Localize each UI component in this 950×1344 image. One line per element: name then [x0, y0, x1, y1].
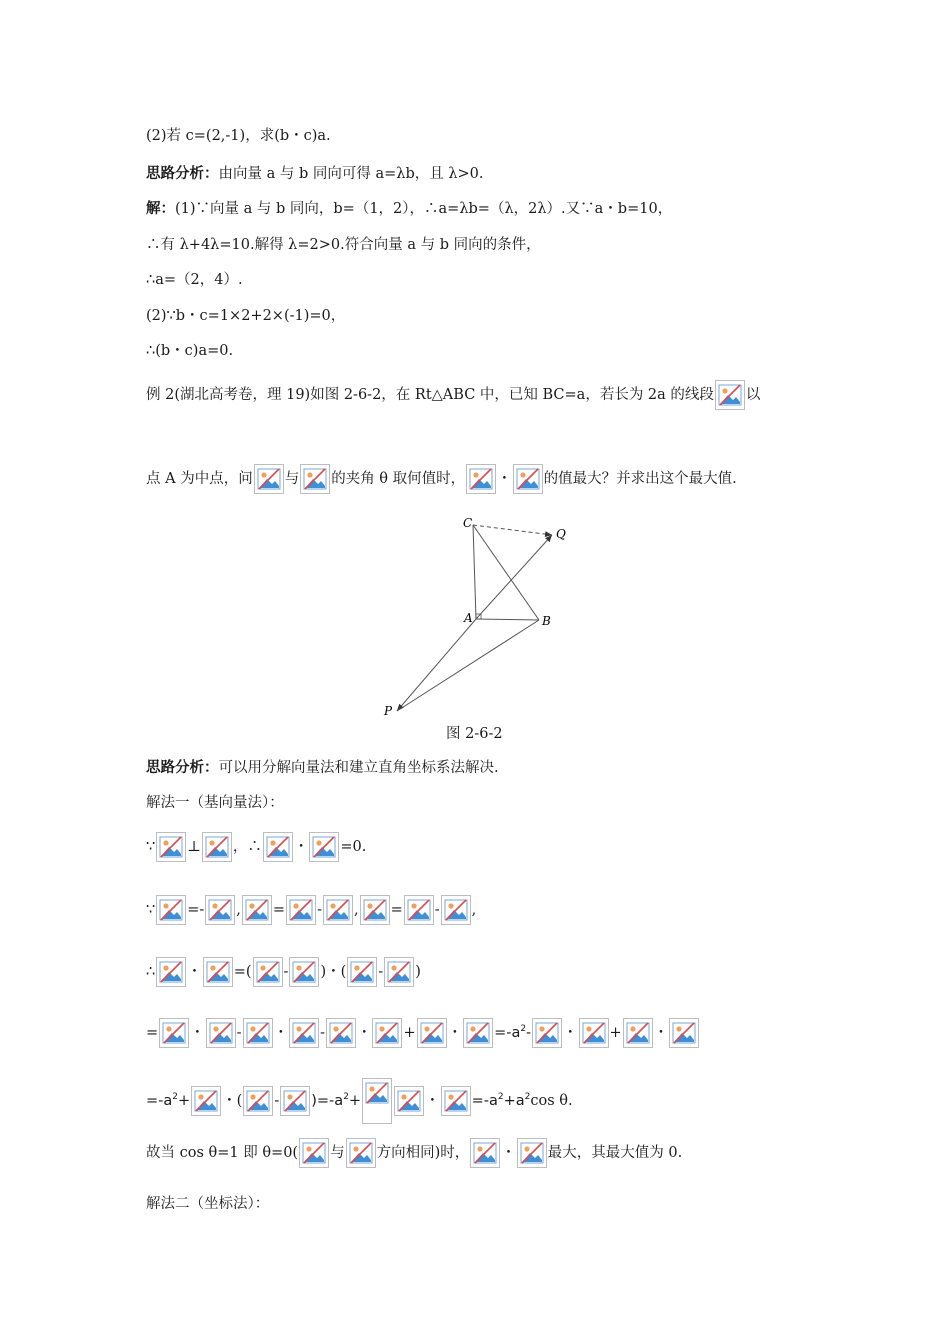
broken-image-icon: [156, 895, 186, 925]
text: ∴: [146, 964, 156, 980]
line-12: [146, 832, 366, 862]
line-13: [146, 895, 476, 925]
line-3: [146, 199, 672, 219]
text: 以: [745, 387, 761, 403]
text: 由向量 a 与 b 同向可得 a=λb，且 λ>0.: [218, 166, 484, 182]
line-18: [146, 1194, 269, 1214]
text: ∴(b・c)a=0.: [146, 343, 234, 359]
vector-CQ: [473, 525, 552, 535]
broken-image-icon: [360, 895, 390, 925]
broken-image-icon: [300, 464, 330, 494]
broken-image-icon: [289, 957, 319, 987]
broken-image-icon: [513, 464, 543, 494]
broken-image-icon: [159, 1018, 189, 1048]
line-8: [146, 380, 760, 410]
text: =-a: [146, 1093, 173, 1109]
text: +: [178, 1093, 191, 1109]
text: ∵: [146, 902, 156, 918]
text: ・: [190, 1025, 205, 1041]
text: ・: [187, 964, 202, 980]
text: -: [526, 1025, 532, 1041]
superscript: 2: [172, 1092, 179, 1103]
text: ・: [447, 1025, 463, 1041]
text: +a: [503, 1093, 525, 1109]
text: =: [390, 902, 403, 918]
text: 例 2(湖北高考卷，理 19)如图 2-6-2，在 Rt△ABC 中，已知 BC=a，若长为 2a 的线段: [146, 387, 714, 403]
broken-image-icon: [384, 957, 414, 987]
text: 方向相同)时，: [376, 1145, 470, 1161]
text: -: [320, 1025, 325, 1041]
broken-image-icon: [669, 1018, 699, 1048]
text: cos θ.: [530, 1093, 573, 1109]
text: -: [434, 902, 440, 918]
label-solution: 解：: [146, 201, 175, 217]
label-P: P: [384, 704, 393, 718]
segment-AB: [476, 619, 539, 620]
broken-image-icon: [362, 1078, 392, 1124]
broken-image-icon: [156, 957, 186, 987]
vector-AP: [397, 619, 476, 711]
line-7: [146, 341, 233, 361]
text: ⊥: [187, 839, 201, 855]
text: ，∴: [232, 839, 262, 855]
text: 解法二（坐标法）：: [146, 1196, 270, 1212]
text: ∴有 λ+4λ=10.解得 λ=2>0.符合向量 a 与 b 同向的条件，: [146, 237, 541, 253]
broken-image-icon: [404, 895, 434, 925]
text: ・: [497, 471, 512, 487]
broken-image-icon: [263, 832, 293, 862]
broken-image-icon: [326, 1018, 356, 1048]
line-10: [146, 758, 499, 778]
text: (2)∵b・c=1×2+2×(-1)=0，: [146, 308, 346, 324]
text: 解法一（基向量法）：: [146, 795, 284, 811]
broken-image-icon: [715, 380, 745, 410]
broken-image-icon: [280, 1086, 310, 1116]
broken-image-icon: [254, 464, 284, 494]
label-thought-analysis: 思路分析：: [146, 166, 219, 182]
broken-image-icon: [346, 1138, 376, 1168]
text: ,: [236, 902, 241, 918]
text: 最大，其最大值为 0.: [547, 1145, 683, 1161]
broken-image-icon: [323, 895, 353, 925]
broken-image-icon: [243, 1086, 273, 1116]
label-A: A: [464, 611, 473, 625]
line-9: [146, 464, 737, 494]
text: =-: [187, 902, 205, 918]
line-6: [146, 306, 345, 326]
vector-AQ: [476, 535, 552, 619]
text: ・: [425, 1093, 440, 1109]
broken-image-icon: [156, 832, 186, 862]
text: -: [378, 964, 384, 980]
label-Q: Q: [556, 527, 566, 541]
line-5: [146, 270, 243, 290]
line-2: [146, 164, 484, 184]
text: +: [609, 1025, 622, 1041]
text: -: [283, 964, 289, 980]
broken-image-icon: [532, 1018, 562, 1048]
text: +: [348, 1093, 362, 1109]
broken-image-icon: [202, 832, 232, 862]
line-4: [146, 235, 541, 255]
broken-image-icon: [463, 1018, 493, 1048]
text: ・: [653, 1025, 669, 1041]
broken-image-icon: [470, 1138, 500, 1168]
broken-image-icon: [203, 957, 233, 987]
broken-image-icon: [417, 1018, 447, 1048]
broken-image-icon: [347, 957, 377, 987]
broken-image-icon: [441, 895, 471, 925]
broken-image-icon: [286, 895, 316, 925]
text: -: [236, 1025, 242, 1041]
label-B: B: [542, 614, 551, 628]
broken-image-icon: [299, 1138, 329, 1168]
broken-image-icon: [191, 1086, 221, 1116]
line-16: [146, 1078, 573, 1124]
superscript: 2: [343, 1092, 349, 1103]
broken-image-icon: [206, 1018, 236, 1048]
text: )=-a: [311, 1093, 344, 1109]
broken-image-icon: [372, 1018, 402, 1048]
geometry-figure: [370, 510, 580, 718]
line-14: [146, 957, 421, 987]
broken-image-icon: [309, 832, 339, 862]
text: ・: [563, 1025, 578, 1041]
text: 的夹角 θ 取何值时，: [331, 471, 466, 487]
text: (2)若 c=(2,-1)，求(b・c)a.: [146, 128, 331, 144]
broken-image-icon: [253, 957, 283, 987]
text: 可以用分解向量法和建立直角坐标系法解决.: [218, 760, 499, 776]
line-15: [146, 1018, 700, 1048]
text: =-a: [494, 1025, 521, 1041]
text: (1)∵向量 a 与 b 同向，b=（1，2），∴a=λb=（λ，2λ）.又∵a・b=10，: [175, 201, 673, 217]
text: ,: [353, 902, 359, 918]
text: 的值最大？并求出这个最大值.: [543, 471, 737, 487]
text: 与: [284, 471, 300, 487]
broken-image-icon: [441, 1086, 471, 1116]
broken-image-icon: [205, 895, 235, 925]
text: =: [272, 902, 286, 918]
text: ∵: [146, 839, 156, 855]
label-thought-analysis: 思路分析：: [146, 760, 219, 776]
text: ): [415, 964, 421, 980]
text: ∴a=（2，4）.: [146, 272, 243, 288]
figure-caption: 图 2-6-2: [446, 726, 503, 742]
broken-image-icon: [466, 464, 496, 494]
broken-image-icon: [243, 1018, 273, 1048]
segment-CB: [473, 525, 539, 620]
text: 与: [330, 1145, 345, 1161]
label-C: C: [463, 516, 473, 530]
text: -: [274, 1093, 280, 1109]
broken-image-icon: [394, 1086, 424, 1116]
text: ・: [356, 1025, 372, 1041]
text: ・(: [222, 1093, 243, 1109]
superscript: 2: [520, 1024, 527, 1035]
segment-BP: [397, 620, 539, 711]
text: +: [403, 1025, 416, 1041]
text: ・: [273, 1025, 289, 1041]
broken-image-icon: [623, 1018, 653, 1048]
superscript: 2: [497, 1092, 504, 1103]
broken-image-icon: [242, 895, 272, 925]
text: ,: [471, 902, 477, 918]
superscript: 2: [524, 1092, 531, 1103]
text: =(: [233, 964, 252, 980]
text: ・: [293, 839, 309, 855]
line-11: [146, 793, 284, 813]
segment-CA: [473, 525, 476, 619]
text: =0.: [340, 839, 367, 855]
broken-image-icon: [289, 1018, 319, 1048]
text: 故当 cos θ=1 即 θ=0(: [146, 1145, 299, 1161]
broken-image-icon: [517, 1138, 547, 1168]
line-17: [146, 1138, 682, 1168]
broken-image-icon: [579, 1018, 609, 1048]
text: ・: [501, 1145, 516, 1161]
text: =-a: [471, 1093, 498, 1109]
text: )・(: [320, 964, 347, 980]
line-1: [146, 126, 331, 146]
text: 点 A 为中点，问: [146, 471, 253, 487]
text: =: [146, 1025, 159, 1041]
text: -: [317, 902, 322, 918]
